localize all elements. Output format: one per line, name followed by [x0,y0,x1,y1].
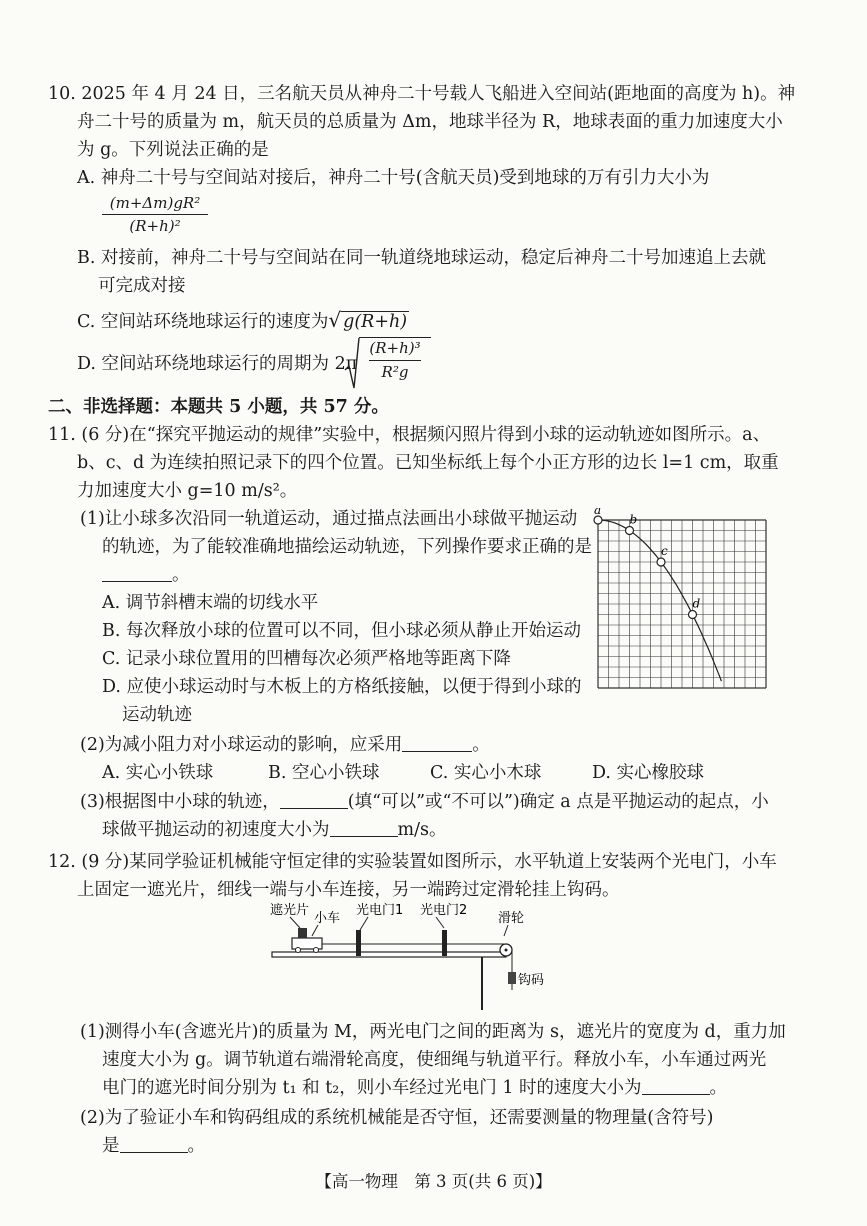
photogate-2 [442,930,447,956]
q12-part2-line2 [102,1134,205,1158]
q10-option-c-text: C. 空间站环绕地球运行的速度为 [77,312,329,332]
leader-gate1 [360,917,368,930]
q11-part2-option-a: A. 实心小铁球 [102,763,214,783]
shade-plate [298,928,307,938]
label-weight: 钩码 [518,973,545,988]
q11-part2-answer-blank[interactable] [402,733,472,752]
q10-option-a-fraction [96,193,214,236]
q10-option-b-line2: 可完成对接 [98,276,186,296]
q10-option-c [77,308,409,334]
q10-option-d-denominator: R²g [381,363,409,381]
q11-part1-option-d-line2: 运动轨迹 [122,705,192,725]
q11-part1-option-d-line1: D. 应使小球运动时与木板上的方格纸接触，以便于得到小球的 [102,677,582,697]
track [272,952,506,957]
q11-part2-line [80,733,490,757]
q10-option-d-fraction [359,337,431,383]
q11-part1-line3 [102,563,190,587]
sqrt-sign-icon: √ [328,308,342,332]
q10-option-c-radicand: g(R+h) [343,312,408,332]
label-cart: 小车 [314,911,341,926]
q11-part1-line1: (1)让小球多次沿同一轨道运动，通过描点法画出小球做平抛运动 [80,509,578,529]
ball-position-c [657,558,665,566]
q10-stem-line1: 10. 2025 年 4 月 24 日，三名航天员从神舟二十号载人飞船进入空间站(距地面的高度为 h)。神 [48,84,796,104]
ball-label-b: b [629,512,638,527]
q10-option-d-numerator: (R+h)³ [369,339,421,357]
leader-cart [312,925,318,936]
ball-position-d [689,611,697,619]
q11-part3-line1 [80,790,769,814]
q11-stem-line3: 力加速度大小 g=10 m/s²。 [77,481,298,501]
label-shade: 遮光片 [270,903,310,918]
q12-part2-text: 是 [102,1136,120,1156]
q12-part2-period: 。 [187,1136,205,1156]
label-gate2: 光电门2 [420,903,468,918]
q11-trajectory-grid-figure [593,508,775,695]
q12-part1-period: 。 [709,1078,728,1098]
q11-part3-text-b: (填“可以”或“不可以”)确定 a 点是平抛运动的起点，小 [347,792,769,812]
q10-option-a: A. 神舟二十号与空间站对接后，神舟二十号(含航天员)受到地球的万有引力大小为 [77,168,710,188]
q12-apparatus-svg [268,900,568,1012]
q11-part3-answer-blank-1[interactable] [280,790,348,809]
leader-shade [290,917,300,928]
ball-label-d: d [692,596,701,611]
q11-part3-answer-blank-2[interactable] [330,818,398,837]
label-pulley: 滑轮 [498,911,525,926]
q10-option-d-sqrt-sign-icon [344,336,360,395]
q11-stem-line2: b、c、d 为连续拍照记录下的四个位置。已知坐标纸上每个小正方形的边长 l=1 cm，取重 [77,453,779,473]
q11-part2-text: (2)为减小阻力对小球运动的影响，应采用 [80,735,403,755]
q11-stem-line1: 11. (6 分)在“探究平抛运动的规律”实验中，根据频闪照片得到小球的运动轨迹如图所示。a、 [48,425,771,445]
q12-part1-line1: (1)测得小车(含遮光片)的质量为 M，两光电门之间的距离为 s，遮光片的宽度为 d，重力加 [80,1022,786,1042]
q11-part2-option-b: B. 空心小铁球 [268,763,380,783]
q10-option-b-line1: B. 对接前，神舟二十号与空间站在同一轨道绕地球运动，稳定后神舟二十号加速追上去就 [77,248,766,268]
q12-part1-answer-blank[interactable] [642,1076,710,1095]
cart-wheel-right [314,948,319,953]
cart-wheel-left [296,948,301,953]
q10-stem-line3: 为 g。下列说法正确的是 [77,140,269,160]
q11-part3-line2 [102,818,446,842]
q11-part3-text-c: 球做平抛运动的初速度大小为 [102,820,330,840]
q11-part3-unit: m/s。 [397,820,447,840]
ball-label-a: a [594,508,602,517]
q12-part2-answer-blank[interactable] [120,1134,188,1153]
q12-part1-line3 [102,1076,727,1100]
leader-gate2 [436,917,444,928]
section-2-heading: 二、非选择题：本题共 5 小题，共 57 分。 [48,397,389,417]
q11-part2-option-c: C. 实心小木球 [430,763,542,783]
q12-part2-line1: (2)为了验证小车和钩码组成的系统机械能是否守恒，还需要测量的物理量(含符号) [80,1108,714,1128]
q10-option-d-text: D. 空间站环绕地球运行的周期为 2π [77,354,358,374]
q11-grid-svg [593,508,775,690]
q10-stem-line2: 舟二十号的质量为 m，航天员的总质量为 Δm，地球半径为 R，地球表面的重力加速度大小 [77,112,783,132]
q12-part1-text: 电门的遮光时间分别为 t₁ 和 t₂，则小车经过光电门 1 时的速度大小为 [102,1078,642,1098]
q11-part1-line2: 的轨迹，为了能较准确地描绘运动轨迹，下列操作要求正确的是 [102,537,592,557]
q11-part1-option-a: A. 调节斜槽末端的切线水平 [102,593,319,613]
pulley-axle [505,949,508,952]
q11-part2-period: 。 [472,735,490,755]
q11-part2-option-d: D. 实心橡胶球 [592,763,705,783]
q12-stem-line2: 上固定一遮光片，细线一端与小车连接，另一端跨过定滑轮挂上钩码。 [77,880,620,900]
q11-part1-option-c: C. 记录小球位置用的凹槽每次必须严格地等距离下降 [102,649,511,669]
q11-part1-option-b: B. 每次释放小球的位置可以不同，但小球必须从静止开始运动 [102,621,581,641]
cart-body [292,938,322,949]
q12-apparatus-figure [268,900,568,1017]
q10-option-a-denominator: (R+h)² [129,217,181,235]
q11-part1-period: 。 [172,565,190,585]
q11-part1-answer-blank[interactable] [102,563,172,582]
ball-position-b [626,527,634,535]
q11-part3-text-a: (3)根据图中小球的轨迹， [80,792,280,812]
q12-stem-line1: 12. (9 分)某同学验证机械能守恒定律的实验装置如图所示，水平轨道上安装两个光电门，小车 [48,852,777,872]
page-footer: 【高一物理 第 3 页(共 6 页)】 [315,1172,552,1191]
q10-option-a-numerator: (m+Δm)gR² [109,194,201,212]
ball-position-a [594,516,602,524]
q12-part1-line2: 速度大小为 g。调节轨道右端滑轮高度，使细绳与轨道平行。释放小车，小车通过两光 [102,1050,767,1070]
photogate-1 [356,930,361,956]
hanging-weight [508,972,516,984]
label-gate1: 光电门1 [356,903,404,918]
leader-pulley [504,925,508,936]
ball-label-c: c [661,544,668,558]
